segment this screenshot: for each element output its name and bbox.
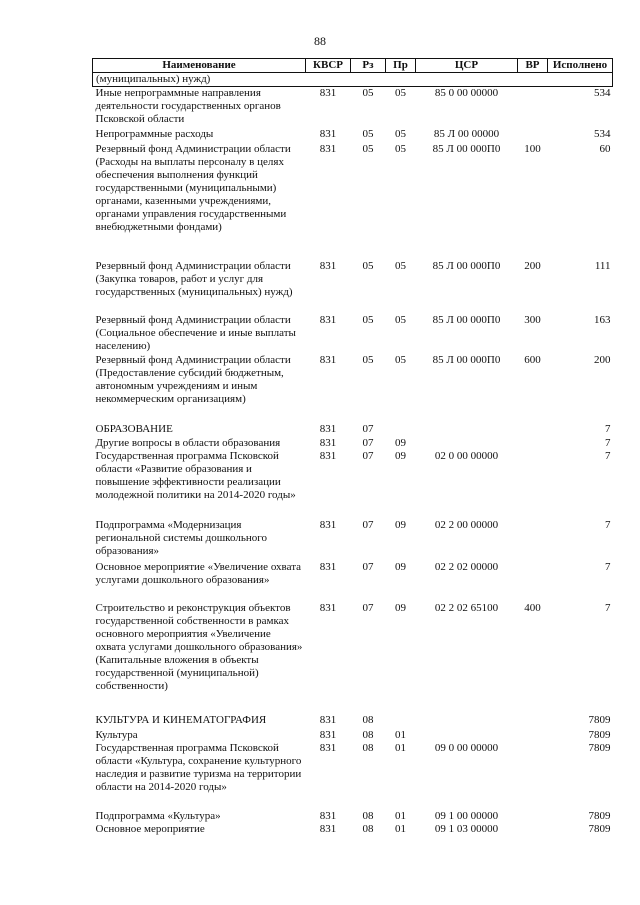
row-rz: 05 (362, 313, 374, 326)
row-csr: 02 0 00 00000 (434, 449, 499, 462)
row-vr: 300 (524, 313, 541, 326)
row-amount: 7 (605, 560, 611, 573)
table-row (93, 742, 613, 810)
table-row (93, 260, 613, 314)
row-csr: 85 Л 00 00000 (433, 127, 500, 140)
row-amount: 534 (594, 87, 611, 99)
row-name: Резервный фонд Администрации области (Социальное обеспечение и иные выплаты населению) (95, 313, 296, 352)
row-kvsr: 831 (319, 713, 337, 726)
row-vr: 200 (524, 259, 541, 272)
row-amount: 7809 (588, 822, 611, 835)
row-vr: 100 (524, 142, 541, 155)
row-name: Подпрограмма «Культура» (95, 809, 221, 822)
row-rz: 08 (362, 822, 374, 835)
row-kvsr: 831 (319, 142, 337, 155)
column-header-name: Наименование (93, 59, 306, 73)
row-name: Другие вопросы в области образования (95, 436, 281, 449)
row-kvsr: 831 (319, 313, 337, 326)
row-pr: 05 (395, 142, 406, 155)
row-rz: 08 (362, 713, 374, 726)
row-vr (518, 823, 548, 837)
table-row (93, 354, 613, 423)
row-amount: 7 (605, 436, 611, 449)
row-csr: 02 2 02 00000 (434, 560, 499, 573)
row-pr: 09 (395, 601, 406, 614)
row-name: Резервный фонд Администрации области (Закупка товаров, работ и услуг для государственных (муниципальных) нужд) (95, 259, 293, 298)
row-pr: 05 (395, 87, 406, 99)
row-vr (518, 729, 548, 742)
row-csr (416, 73, 518, 87)
row-amount: 111 (594, 259, 611, 272)
row-amount: 534 (594, 127, 611, 140)
row-kvsr: 831 (319, 560, 337, 573)
table-row (93, 561, 613, 602)
row-vr (518, 450, 548, 519)
row-name: (муниципальных) нужд) (93, 73, 306, 87)
row-amount: 7 (605, 422, 611, 435)
row-name: Подпрограмма «Модернизация региональной системы дошкольного образования» (95, 518, 267, 557)
row-amount: 7809 (588, 809, 611, 822)
row-pr (386, 423, 416, 437)
row-rz: 07 (362, 422, 374, 435)
row-name: Строительство и реконструкция объектов государственной собственности в рамках основного мероприятия «Увеличение охвата услугами дошкольного образования» (Капитальные вложения в объекты государственной (муниципальной) собственности) (95, 601, 303, 692)
row-name: Иные непрограммные направления деятельности государственных органов Псковской области (95, 87, 281, 125)
row-csr: 09 1 00 00000 (434, 809, 499, 822)
row-name: ОБРАЗОВАНИЕ (95, 422, 173, 435)
row-pr: 05 (395, 313, 406, 326)
budget-table (92, 58, 613, 837)
row-csr: 85 0 00 00000 (434, 87, 499, 99)
row-csr: 85 Л 00 000П0 (432, 142, 501, 155)
row-vr (518, 437, 548, 450)
row-pr: 09 (395, 560, 406, 573)
row-pr: 01 (395, 809, 406, 822)
row-rz: 05 (362, 259, 374, 272)
row-name: Непрограммные расходы (95, 127, 214, 140)
row-kvsr: 831 (319, 518, 337, 531)
row-rz: 07 (362, 436, 374, 449)
row-vr: 600 (524, 353, 541, 366)
row-amount: 7 (605, 449, 611, 462)
table-row (93, 519, 613, 561)
row-rz: 07 (362, 518, 374, 531)
row-rz: 08 (362, 741, 374, 754)
table-row (93, 128, 613, 143)
table-row (93, 729, 613, 742)
row-vr (518, 73, 548, 87)
table-row (93, 714, 613, 729)
row-pr: 09 (395, 436, 406, 449)
row-kvsr: 831 (319, 728, 337, 741)
row-amount: 7 (605, 601, 611, 614)
row-csr: 02 2 00 00000 (434, 518, 499, 531)
column-header-rz: Рз (351, 59, 386, 73)
row-pr: 05 (395, 127, 406, 140)
row-amount: 163 (594, 313, 611, 326)
row-kvsr: 831 (319, 741, 337, 754)
row-rz: 05 (362, 142, 374, 155)
row-pr: 09 (395, 518, 406, 531)
row-kvsr: 831 (319, 422, 337, 435)
column-header-kvsr: КВСР (306, 59, 351, 73)
row-amount: 7809 (588, 713, 611, 726)
row-amount: 7809 (588, 741, 611, 754)
row-csr: 09 0 00 00000 (434, 741, 499, 754)
table-header-row (93, 59, 613, 73)
row-rz: 05 (362, 353, 374, 366)
row-csr (416, 729, 518, 742)
row-kvsr: 831 (319, 436, 337, 449)
row-amount: 7 (605, 518, 611, 531)
table-row (93, 437, 613, 450)
row-kvsr: 831 (319, 87, 337, 99)
row-amount: 60 (599, 142, 611, 155)
row-pr (386, 714, 416, 729)
row-name: Государственная программа Псковской области «Культура, сохранение культурного наследия и развитие туризма на территории области на 2014-2020 годы» (95, 741, 302, 793)
row-kvsr: 831 (319, 822, 337, 835)
row-vr (518, 742, 548, 810)
page-number: 88 (314, 34, 326, 48)
row-name: Культура (95, 728, 138, 741)
row-pr: 01 (395, 741, 406, 754)
table-row (93, 823, 613, 837)
column-header-csr: ЦСР (416, 59, 518, 73)
row-vr: 400 (524, 601, 541, 614)
row-amount: 7809 (588, 728, 611, 741)
row-csr: 85 Л 00 000П0 (432, 353, 501, 366)
row-rz: 08 (362, 809, 374, 822)
row-kvsr (306, 73, 351, 87)
table-row (93, 87, 613, 128)
table-row (93, 73, 613, 87)
row-name: КУЛЬТУРА И КИНЕМАТОГРАФИЯ (95, 713, 267, 726)
column-header-done: Исполнено (548, 59, 613, 73)
row-rz: 07 (362, 449, 374, 462)
row-name: Резервный фонд Администрации области (Предоставление субсидий бюджетным, автономным учреждениям и иным некоммерческим организациям) (95, 353, 291, 405)
row-name: Государственная программа Псковской области «Развитие образования и повышение эффективности реализации молодежной политики на 2014-2020 годы» (95, 449, 296, 501)
row-name: Резервный фонд Администрации области (Расходы на выплаты персоналу в целях обеспечения выполнения функций государственными (муниципальными) органами, казенными учреждениями, органами управления государственными внебюджетными фондами) (95, 142, 291, 233)
row-pr: 05 (395, 259, 406, 272)
row-rz: 05 (362, 87, 374, 99)
row-kvsr: 831 (319, 449, 337, 462)
row-amount (548, 73, 613, 87)
row-vr (518, 128, 548, 143)
table-row (93, 423, 613, 437)
row-csr (416, 714, 518, 729)
row-kvsr: 831 (319, 809, 337, 822)
row-kvsr: 831 (319, 353, 337, 366)
row-csr: 02 2 02 65100 (434, 601, 499, 614)
row-vr (518, 423, 548, 437)
row-kvsr: 831 (319, 259, 337, 272)
column-header-pr: Пр (386, 59, 416, 73)
row-rz: 07 (362, 560, 374, 573)
row-rz (351, 73, 386, 87)
row-name: Основное мероприятие (95, 822, 205, 835)
table-row (93, 450, 613, 519)
row-pr: 09 (395, 449, 406, 462)
table-row (93, 602, 613, 714)
row-csr: 85 Л 00 000П0 (432, 259, 501, 272)
row-pr (386, 73, 416, 87)
table-row (93, 314, 613, 354)
row-csr (416, 423, 518, 437)
row-name: Основное мероприятие «Увеличение охвата услугами дошкольного образования» (95, 560, 302, 586)
row-csr (416, 437, 518, 450)
row-vr (518, 810, 548, 823)
row-rz: 08 (362, 728, 374, 741)
row-rz: 05 (362, 127, 374, 140)
row-pr: 01 (395, 822, 406, 835)
row-pr: 01 (395, 728, 406, 741)
row-vr (518, 561, 548, 602)
row-amount: 200 (594, 353, 611, 366)
table-row (93, 143, 613, 260)
row-kvsr: 831 (319, 601, 337, 614)
row-csr: 85 Л 00 000П0 (432, 313, 501, 326)
row-rz: 07 (362, 601, 374, 614)
row-kvsr: 831 (319, 127, 337, 140)
row-pr: 05 (395, 353, 406, 366)
table-row (93, 810, 613, 823)
row-vr (518, 87, 548, 128)
row-vr (518, 519, 548, 561)
column-header-vr: ВР (518, 59, 548, 73)
row-vr (518, 714, 548, 729)
row-csr: 09 1 03 00000 (434, 822, 499, 835)
